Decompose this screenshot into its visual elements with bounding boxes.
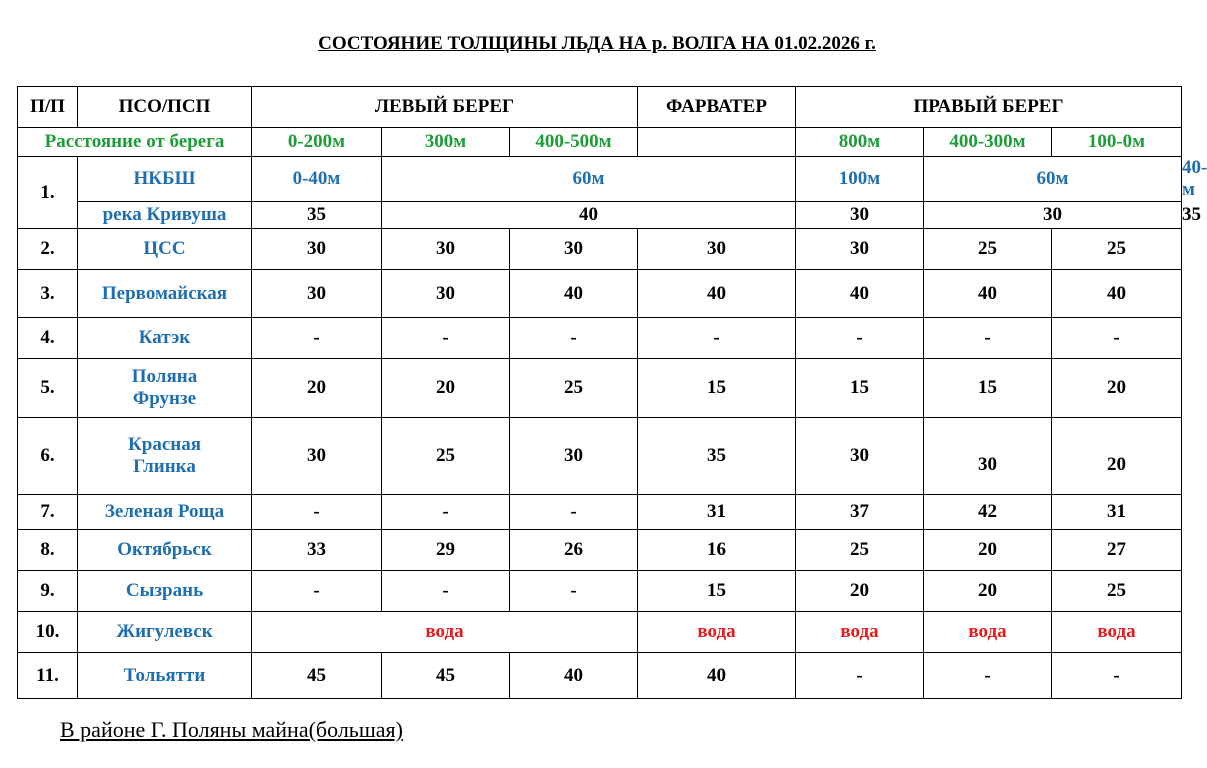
value-cell: 31 <box>638 495 796 530</box>
table-row <box>18 612 1182 653</box>
value-cell: - <box>1052 318 1182 359</box>
value-cell: 16 <box>638 530 796 571</box>
distance-cell: 0-200м <box>252 128 382 157</box>
value-cell: 30 <box>638 229 796 270</box>
table-row <box>18 571 1182 612</box>
sub-distance: 0-40м <box>252 157 382 202</box>
sub-distance: 60м <box>924 157 1182 202</box>
value-cell: 25 <box>924 229 1052 270</box>
value-cell: 30 <box>796 202 924 229</box>
row-number: 6. <box>18 418 78 495</box>
value-cell: 25 <box>510 359 638 418</box>
value-cell: 40 <box>638 270 796 318</box>
water-cell: вода <box>1052 612 1182 653</box>
value-cell: - <box>1052 653 1182 699</box>
table-row <box>18 270 1182 318</box>
value-cell: 25 <box>1052 571 1182 612</box>
value-cell: - <box>638 318 796 359</box>
row-number: 4. <box>18 318 78 359</box>
station-name-line2: Фрунзе <box>132 388 197 409</box>
header-left-bank: ЛЕВЫЙ БЕРЕГ <box>252 87 638 128</box>
value-cell: 45 <box>382 653 510 699</box>
station-name: Тольятти <box>78 653 252 699</box>
row-number: 5. <box>18 359 78 418</box>
value-cell: - <box>796 653 924 699</box>
sub-distance: 100м <box>796 157 924 202</box>
value-cell: 20 <box>796 571 924 612</box>
header-right-bank: ПРАВЫЙ БЕРЕГ <box>796 87 1182 128</box>
table-row <box>18 229 1182 270</box>
station-name-line1: Красная <box>127 434 201 455</box>
value-cell: 20 <box>1052 418 1182 495</box>
value-cell: 20 <box>924 530 1052 571</box>
row-number: 7. <box>18 495 78 530</box>
value-cell: - <box>252 318 382 359</box>
station-name: Катэк <box>78 318 252 359</box>
station-name-line2: река Кривуша <box>78 202 252 229</box>
value-cell: 25 <box>796 530 924 571</box>
value-cell: 35 <box>252 202 382 229</box>
distance-row <box>18 128 1182 157</box>
value-cell: 30 <box>252 229 382 270</box>
footnote: В районе Г. Поляны майна(большая) <box>60 717 403 742</box>
value-cell: - <box>382 571 510 612</box>
value-cell: 30 <box>796 229 924 270</box>
station-name: Зеленая Роща <box>78 495 252 530</box>
row-number: 8. <box>18 530 78 571</box>
row-number: 11. <box>18 653 78 699</box>
sub-distance: 60м <box>382 157 796 202</box>
water-cell: вода <box>796 612 924 653</box>
value-cell: 15 <box>638 571 796 612</box>
value-cell: 40 <box>510 653 638 699</box>
value-cell: - <box>382 318 510 359</box>
value-cell: 30 <box>252 270 382 318</box>
table-row: река Кривуша 35 40 30 30 35 <box>18 202 1182 229</box>
header-station: ПСО/ПСП <box>78 87 252 128</box>
value-cell: 37 <box>796 495 924 530</box>
value-cell: 45 <box>252 653 382 699</box>
station-name <box>78 359 252 418</box>
distance-cell <box>638 128 796 157</box>
station-name-line1: Поляна <box>131 366 198 387</box>
station-name: ЦСС <box>78 229 252 270</box>
value-cell: 15 <box>796 359 924 418</box>
value-cell: 35 <box>638 418 796 495</box>
value-cell: - <box>924 653 1052 699</box>
station-name: Жигулевск <box>78 612 252 653</box>
value-cell: 15 <box>924 359 1052 418</box>
value-cell: 20 <box>252 359 382 418</box>
value-cell: 31 <box>1052 495 1182 530</box>
value-cell: 30 <box>510 229 638 270</box>
value-cell: 20 <box>382 359 510 418</box>
row-number: 1. <box>18 157 78 229</box>
distance-cell: 100-0м <box>1052 128 1182 157</box>
value-cell: 40 <box>1052 270 1182 318</box>
value-cell: 25 <box>1052 229 1182 270</box>
table-row <box>18 495 1182 530</box>
value-cell: 40 <box>796 270 924 318</box>
value-cell: 30 <box>924 202 1182 229</box>
value-cell: 40 <box>924 270 1052 318</box>
value-cell: 30 <box>382 270 510 318</box>
station-name: Первомайская <box>78 270 252 318</box>
value-cell: 20 <box>1052 359 1182 418</box>
distance-cell: 300м <box>382 128 510 157</box>
header-num: П/П <box>18 87 78 128</box>
value-cell: 30 <box>510 418 638 495</box>
value-cell: 30 <box>382 229 510 270</box>
value-cell: - <box>796 318 924 359</box>
document-title: СОСТОЯНИЕ ТОЛЩИНЫ ЛЬДА НА р. ВОЛГА НА 01.02.2026 г. <box>318 33 876 54</box>
value-cell: - <box>252 495 382 530</box>
ice-thickness-table <box>17 86 1207 699</box>
station-name-line1: НКБШ <box>78 157 252 202</box>
value-cell: 26 <box>510 530 638 571</box>
value-cell: 33 <box>252 530 382 571</box>
value-cell: - <box>510 571 638 612</box>
distance-cell: 400-300м <box>924 128 1052 157</box>
water-cell: вода <box>924 612 1052 653</box>
value-cell: 29 <box>382 530 510 571</box>
value-cell: - <box>382 495 510 530</box>
value-cell: 20 <box>924 571 1052 612</box>
value-cell: - <box>510 318 638 359</box>
water-cell: вода <box>252 612 638 653</box>
table-row <box>18 653 1182 699</box>
header-row <box>18 87 1182 128</box>
value-cell: 42 <box>924 495 1052 530</box>
value-cell: 40 <box>382 202 796 229</box>
station-name: Сызрань <box>78 571 252 612</box>
water-cell: вода <box>638 612 796 653</box>
value-cell: - <box>252 571 382 612</box>
row-number: 3. <box>18 270 78 318</box>
row-number: 10. <box>18 612 78 653</box>
table-row <box>18 318 1182 359</box>
value-cell: 30 <box>796 418 924 495</box>
value-cell: - <box>510 495 638 530</box>
value-cell: 30 <box>924 418 1052 495</box>
table-row <box>18 418 1182 495</box>
table-row: 1. НКБШ 0-40м 60м 100м 60м 40-м <box>18 157 1182 202</box>
table-row <box>18 530 1182 571</box>
distance-cell: 800м <box>796 128 924 157</box>
station-name <box>78 418 252 495</box>
row-number: 2. <box>18 229 78 270</box>
distance-cell: 400-500м <box>510 128 638 157</box>
distance-label: Расстояние от берега <box>18 128 252 157</box>
station-name: Октябрьск <box>78 530 252 571</box>
value-cell: - <box>924 318 1052 359</box>
value-cell: 27 <box>1052 530 1182 571</box>
row-number: 9. <box>18 571 78 612</box>
value-cell: 25 <box>382 418 510 495</box>
value-cell: 30 <box>252 418 382 495</box>
value-cell: 15 <box>638 359 796 418</box>
value-cell: 40 <box>510 270 638 318</box>
header-fairway: ФАРВАТЕР <box>638 87 796 128</box>
station-name-line2: Глинка <box>133 456 196 477</box>
value-cell: 40 <box>638 653 796 699</box>
table-row <box>18 359 1182 418</box>
